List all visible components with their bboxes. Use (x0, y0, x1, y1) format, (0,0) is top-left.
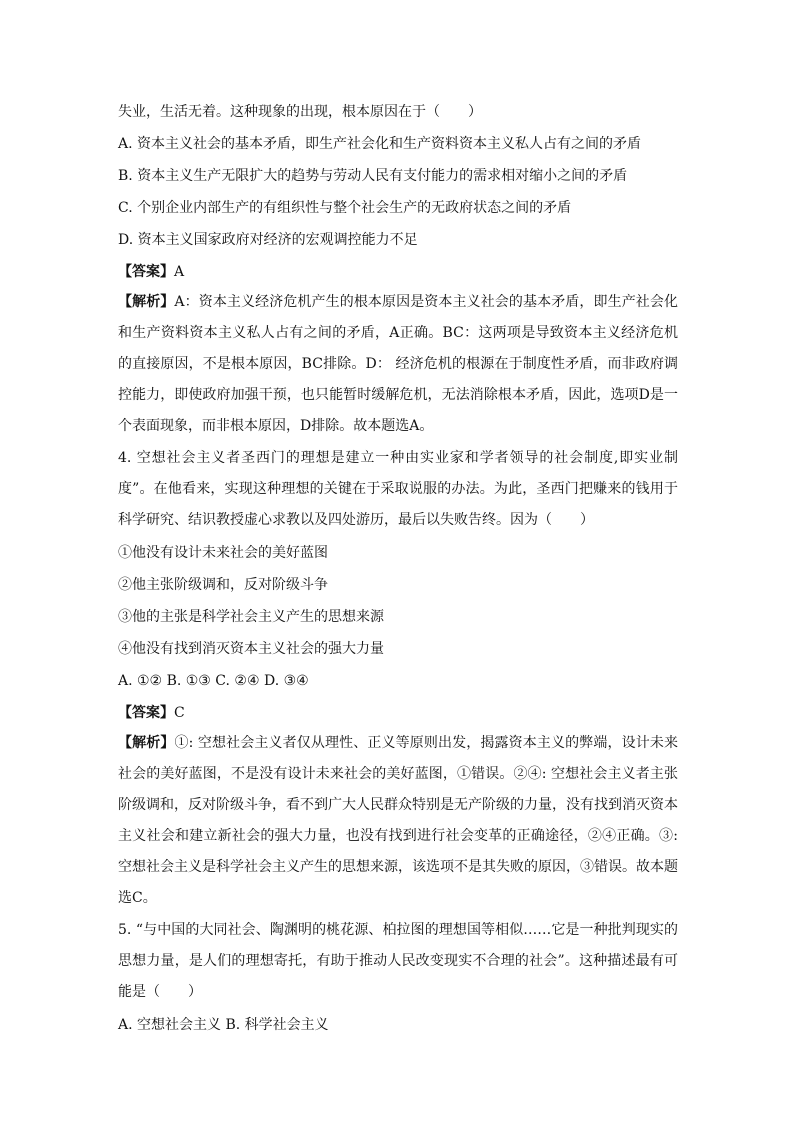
answer-label: 【答案】 (118, 705, 174, 721)
q3-answer (118, 262, 678, 282)
q4-analysis (118, 728, 678, 914)
q3-analysis (118, 287, 678, 442)
q4-answer (118, 703, 678, 723)
analysis-label: 【解析】 (118, 735, 175, 751)
answer-label: 【答案】 (118, 264, 174, 280)
answer-value: C (174, 705, 185, 721)
q4-options: A. ①② B. ①③ C. ②④ D. ③④ (118, 673, 309, 689)
q4-item-2: ②他主张阶级调和，反对阶级斗争 (118, 577, 328, 593)
q3-option-b: B. 资本主义生产无限扩大的趋势与劳动人民有支付能力的需求相对缩小之间的矛盾 (118, 168, 628, 184)
analysis-text: A：资本主义经济危机产生的根本原因是资本主义社会的基本矛盾，即生产社会化和生产资料资本主义私人占有之间的矛盾，A正确。BC：这两项是导致资本主义经济危机的直接原因，不是根本原因，BC排除。D： 经济危机的根源在于制度性矛盾，而非政府调控能力，即使政府加强干预，也只能暂时缓解危机，无法消除根本矛盾，因此，选项D是一个表面现象，而非根本原因，D排除。故本题选A。 (118, 294, 679, 434)
q4-item-4: ④他没有找到消灭资本主义社会的强大力量 (118, 641, 384, 657)
q3-option-a: A. 资本主义社会的基本矛盾，即生产社会化和生产资料资本主义私人占有之间的矛盾 (118, 136, 642, 152)
q4-item-1: ①他没有设计未来社会的美好蓝图 (118, 545, 328, 561)
q3-option-c: C. 个别企业内部生产的有组织性与整个社会生产的无政府状态之间的矛盾 (118, 200, 572, 216)
answer-value: A (174, 264, 185, 280)
q3-option-d: D. 资本主义国家政府对经济的宏观调控能力不足 (118, 232, 418, 248)
analysis-label: 【解析】 (118, 294, 175, 310)
q3-stem-tail: 失业，生活无着。这种现象的出现，根本原因在于（ ） (118, 104, 482, 120)
analysis-text: ①: 空想社会主义者仅从理性、正义等原则出发，揭露资本主义的弊端，设计未来社会的美好蓝图，不是没有设计未来社会的美好蓝图，①错误。②④: 空想社会主义者主张阶级调和，反对阶级斗争，看不到广大人民群众特别是无产阶级的力量，没有找到消灭资本主义社会和建立新社会的强大力量，也没有找到进行社会变革的正确途径，②④正确。③: 空想社会主义是科学社会主义产生的思想来源，该选项不是其失败的原因，③错误。故本题选C。 (118, 735, 678, 906)
q4-item-3: ③他的主张是科学社会主义产生的思想来源 (118, 609, 384, 625)
page-content (118, 102, 678, 1035)
q4-stem: 4. 空想社会主义者圣西门的理想是建立一种由实业家和学者领导的社会制度,即实业制度”。在他看来，实现这种理想的关键在于采取说服的办法。为此，圣西门把赚来的钱用于科学研究、结识教授虚心求教以及四处游历，最后以失败告终。因为（ ） (118, 450, 678, 528)
q5-stem: 5. “与中国的大同社会、陶渊明的桃花源、柏拉图的理想国等相似……它是一种批判现实的思想力量，是人们的理想寄托，有助于推动人民改变现实不合理的社会”。这种描述最有可能是（ ） (118, 922, 678, 1000)
q5-options: A. 空想社会主义 B. 科学社会主义 (118, 1017, 329, 1033)
